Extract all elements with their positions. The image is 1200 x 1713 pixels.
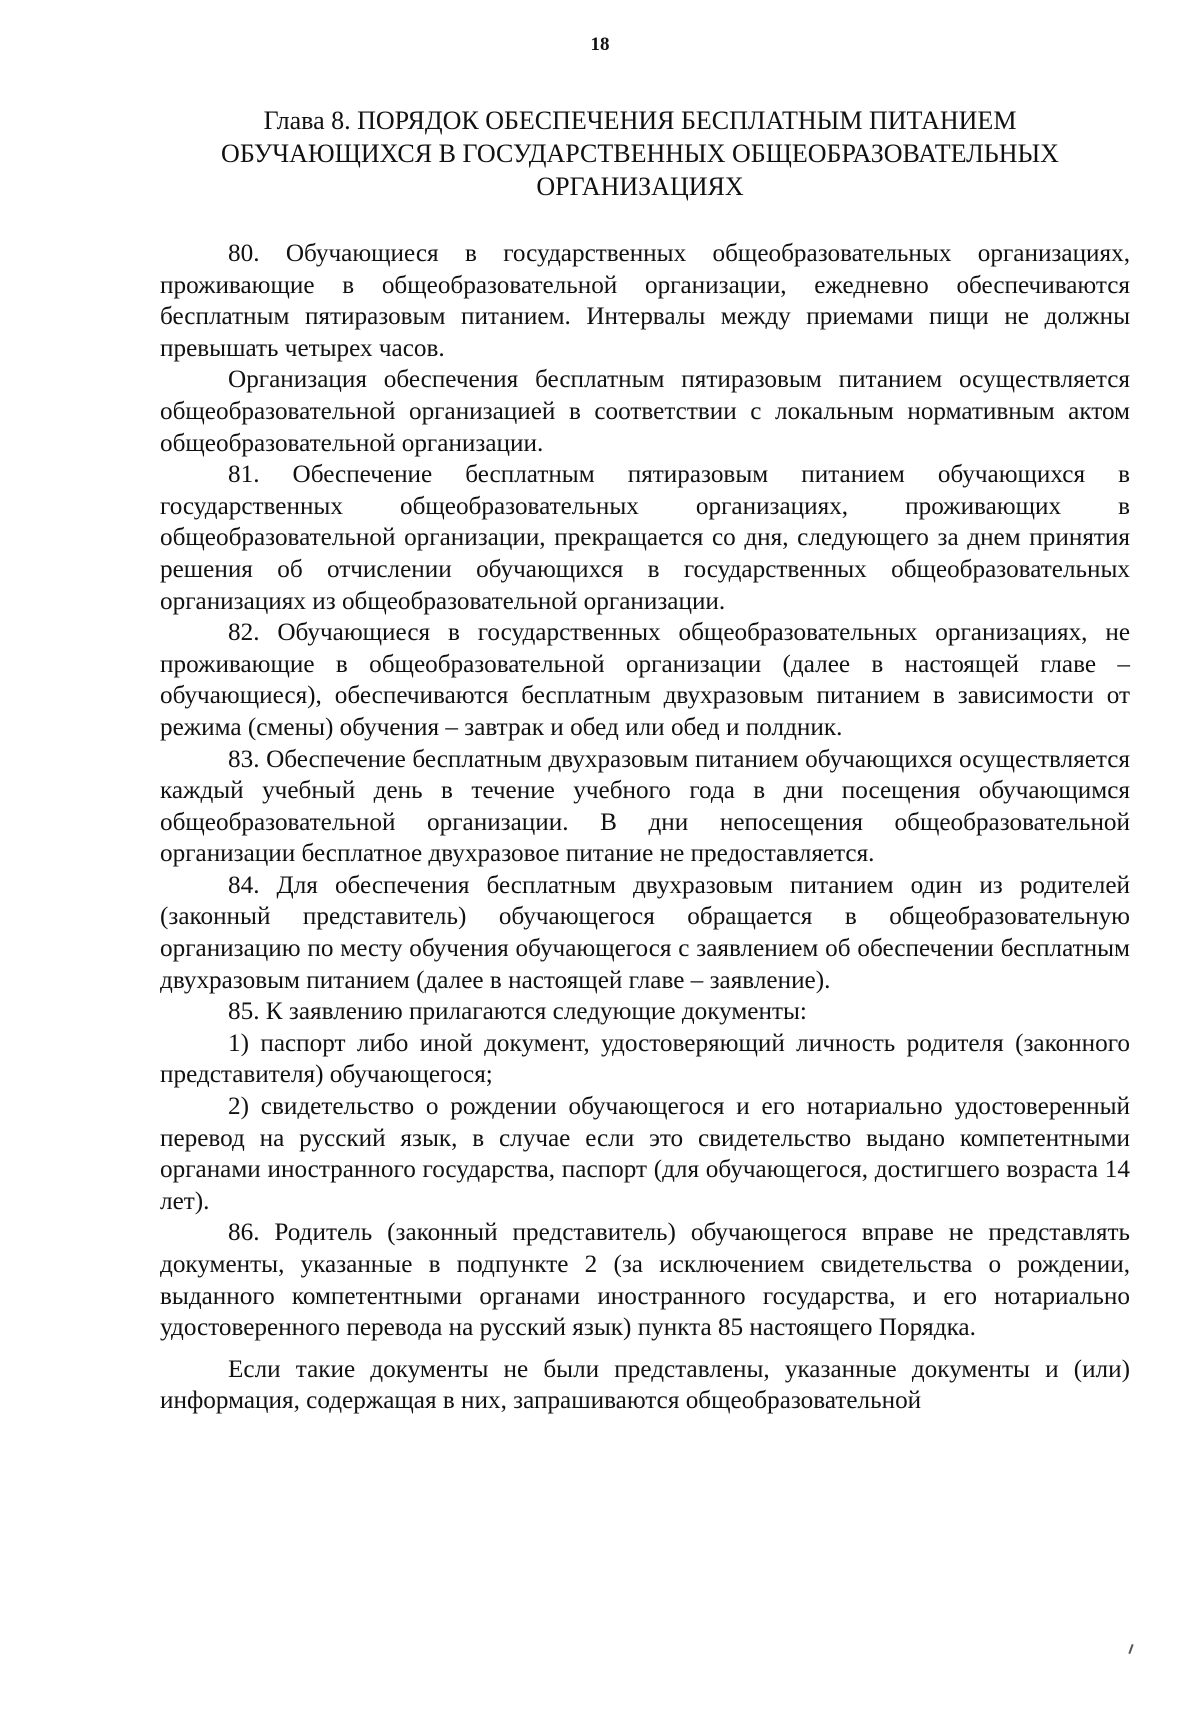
paragraph-82: 82. Обучающиеся в государственных общеобразовательных организациях, не проживающие в общеобразовательной организации (далее в настоящей главе – обучающиеся), обеспечиваются бесплатным двухразовым питанием в зависимости от режима (смены) обучения – завтрак и обед или обед и полдник.: [160, 619, 1130, 741]
page-number: 18: [590, 34, 610, 55]
paragraph-83: 83. Обеспечение бесплатным двухразовым питанием обучающихся осуществляется каждый учебный день в течение учебного года в дни посещения обучающимся общеобразовательной организации. В дни непосещения общеобразовательной организации бесплатное двухразовое питание не предоставляется.: [160, 745, 1130, 868]
paragraph-81: 81. Обеспечение бесплатным пятиразовым питанием обучающихся в государственных общеобразовательных организациях, проживающих в общеобразовательной организации, прекращается со дня, следующего за днем принятия решения об отчислении обучающихся в государственных общеобразовательных организациях из общеобразовательной организации.: [160, 461, 1130, 615]
chapter-title-line: ОРГАНИЗАЦИЯХ: [536, 172, 744, 201]
paragraph-85-item-1: 1) паспорт либо иной документ, удостоверяющий личность родителя (законного представителя) обучающегося;: [160, 1029, 1130, 1089]
paragraph-86-continuation: Если такие документы не были представлены, указанные документы и (или) информация, содержащая в них, запрашиваются общеобразовательной: [160, 1355, 1130, 1415]
paragraph-80-organization: Организация обеспечения бесплатным пятиразовым питанием осуществляется общеобразовательной организацией в соответствии с локальным нормативным актом общеобразовательной организации.: [160, 366, 1130, 457]
paragraph-86: 86. Родитель (законный представитель) обучающегося вправе не представлять документы, указанные в подпункте 2 (за исключением свидетельства о рождении, выданного компетентными органами иностранного государства, и его нотариально удостоверенного перевода на русский язык) пункта 85 настоящего Порядка.: [160, 1219, 1130, 1342]
paragraph-85-item-2: 2) свидетельство о рождении обучающегося и его нотариально удостоверенный перевод на русский язык, в случае если это свидетельство выдано компетентными органами иностранного государства, паспорт (для обучающегося, достигшего возраста 14 лет).: [160, 1093, 1130, 1215]
paragraph-85: 85. К заявлению прилагаются следующие документы:: [228, 998, 807, 1026]
chapter-title-line: Глава 8. ПОРЯДОК ОБЕСПЕЧЕНИЯ БЕСПЛАТНЫМ ПИТАНИЕМ: [263, 106, 1017, 135]
chapter-title-line: ОБУЧАЮЩИХСЯ В ГОСУДАРСТВЕННЫХ ОБЩЕОБРАЗОВАТЕЛЬНЫХ: [221, 139, 1059, 168]
body-text: [160, 238, 1130, 1417]
scan-mark: [1128, 1644, 1133, 1654]
paragraph-84: 84. Для обеспечения бесплатным двухразовым питанием один из родителей (законный представитель) обучающегося обращается в общеобразовательную организацию по месту обучения обучающегося с заявлением об обеспечении бесплатным двухразовым питанием (далее в настоящей главе – заявление).: [160, 871, 1130, 994]
chapter-title: [150, 104, 1130, 203]
paragraph-80: 80. Обучающиеся в государственных общеобразовательных организациях, проживающие в общеобразовательной организации, ежедневно обеспечиваются бесплатным пятиразовым питанием. Интервалы между приемами пищи не должны превышать четырех часов.: [160, 240, 1130, 362]
